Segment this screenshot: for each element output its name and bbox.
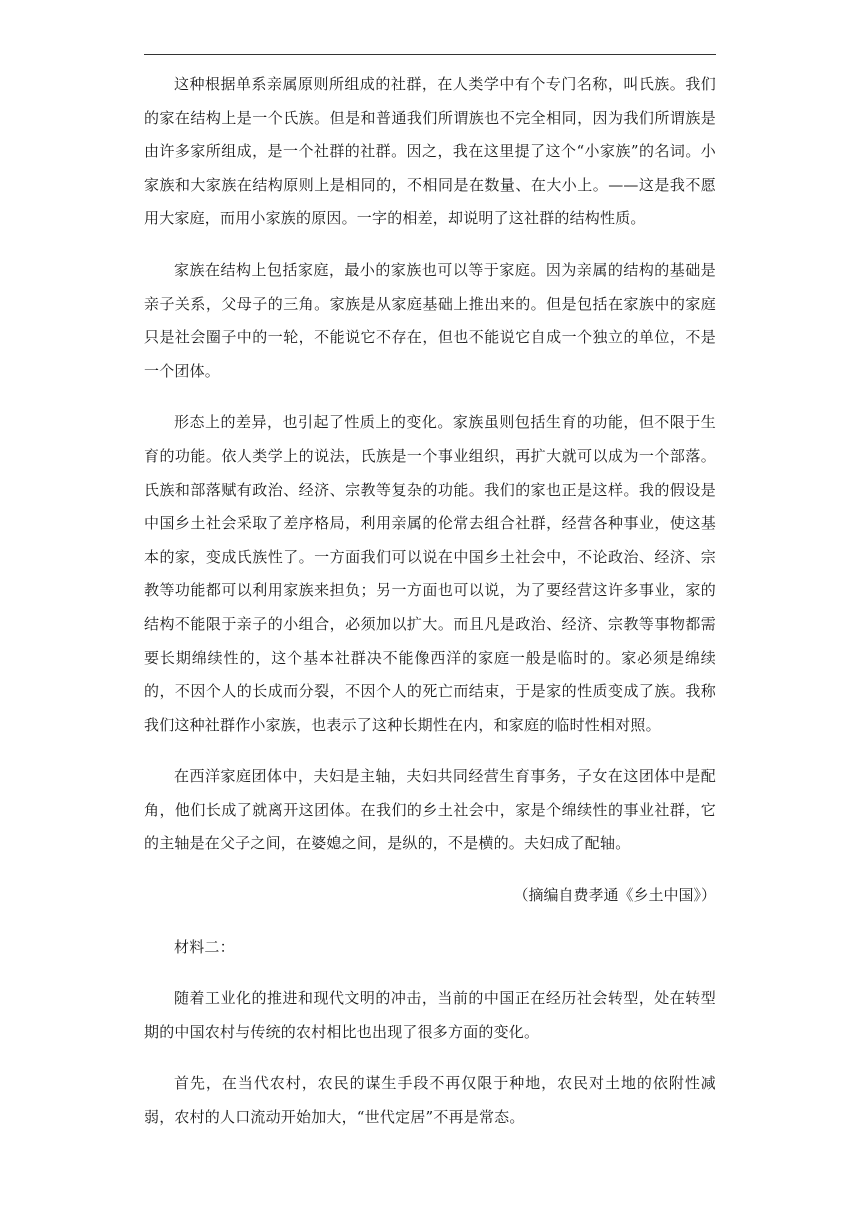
paragraph-gap bbox=[144, 742, 716, 760]
paragraph-gap bbox=[144, 964, 716, 982]
paragraph-2: 家族在结构上包括家庭，最小的家族也可以等于家庭。因为亲属的结构的基础是亲子关系，父母子的三角。家族是从家庭基础上推出来的。但是包括在家族中的家庭只是社会圈子中的一轮，不能说它不存在，但也不能说它自成一个独立的单位，不是一个团体。 bbox=[144, 260, 716, 380]
paragraph-4: 在西洋家庭团体中，夫妇是主轴，夫妇共同经营生育事务，子女在这团体中是配角，他们长成了就离开这团体。在我们的乡土社会中，家是个绵续性的事业社群，它的主轴是在父子之间，在婆媳之间，是纵的，不是横的。夫妇成了配轴。 bbox=[144, 767, 716, 853]
paragraph-gap bbox=[144, 913, 716, 931]
source-citation: （摘编自费孝通《乡土中国》） bbox=[513, 886, 716, 905]
paragraph-3: 形态上的差异，也引起了性质上的变化。家族虽则包括生育的功能，但不限于生育的功能。依人类学上的说法，氏族是一个事业组织，再扩大就可以成为一个部落。氏族和部落赋有政治、经济、宗教等复杂的功能。我们的家也正是这样。我的假设是中国乡土社会采取了差序格局，利用亲属的伦常去组合社群，经营各种事业，使这基本的家，变成氏族性了。一方面我们可以说在中国乡土社会中，不论政治、经济、宗教等功能都可以利用家族来担负；另一方面也可以说，为了要经营这许多事业，家的结构不能限于亲子的小组合，必须加以扩大。而且凡是政治、经济、宗教等事物都需要长期绵续性的，这个基本社群决不能像西洋的家庭一般是临时的。家必须是绵续的，不因个人的长成而分裂，不因个人的死亡而结束，于是家的性质变成了族。我称我们这种社群作小家族，也表示了这种长期性在内，和家庭的临时性相对照。 bbox=[144, 413, 716, 734]
material-two-heading: 材料二： bbox=[174, 937, 235, 956]
header-rule bbox=[144, 54, 716, 55]
material-two-paragraph-2: 首先，在当代农村，农民的谋生手段不再仅限于种地，农民对土地的依附性减弱，农村的人口流动开始加大，“世代定居”不再是常态。 bbox=[144, 1074, 716, 1127]
paragraph-1: 这种根据单系亲属原则所组成的社群，在人类学中有个专门名称，叫氏族。我们的家在结构上是一个氏族。但是和普通我们所谓族也不完全相同，因为我们所谓族是由许多家所组成，是一个社群的社群。因之，我在这里提了这个“小家族”的名词。小家族和大家族在结构原则上是相同的，不相同是在数量、在大小上。——这是我不愿用大家庭，而用小家族的原因。一字的相差，却说明了这社群的结构性质。 bbox=[144, 75, 716, 228]
paragraph-gap bbox=[144, 1049, 716, 1067]
paragraph-gap bbox=[144, 861, 716, 879]
document-body bbox=[144, 68, 716, 1135]
paragraph-gap bbox=[144, 388, 716, 406]
paragraph-gap bbox=[144, 236, 716, 254]
material-two-paragraph-1: 随着工业化的推进和现代文明的冲击，当前的中国正在经历社会转型，处在转型期的中国农村与传统的农村相比也出现了很多方面的变化。 bbox=[144, 989, 716, 1041]
